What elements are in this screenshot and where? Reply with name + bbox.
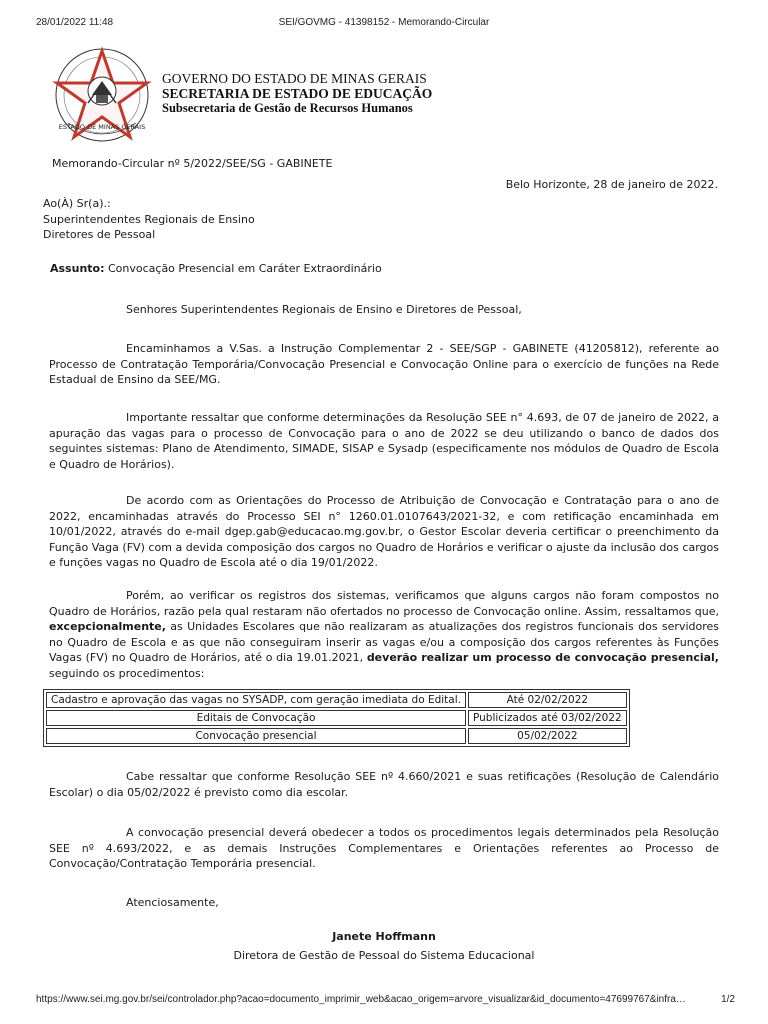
letterhead (162, 72, 432, 116)
print-url: https://www.sei.mg.gov.br/sei/controlador.php?acao=documento_imprimir_web&acao_origem=arvore_visualizar&id_documento=47699767&infra… (36, 994, 686, 1005)
paragraph-3-text: De acordo com as Orientações do Processo de Atribuição de Convocação e Contratação para o ano de 2022, encaminhadas através do Processo SEI n° 1260.01.0107643/2021-32, e com retificação encaminhada em 10/01/2022, através do e-mail dgep.gab@educacao.mg.gov.br, o Gestor Escolar deveria certificar o preenchimento da Função Vaga (FV) com a devida composição dos cargos no Quadro de Horários e verificar o ajuste da inclusão dos cargos e funções vagas no Quadro de Escola até o dia 19/01/2022. (49, 494, 719, 569)
secretariat-name: SECRETARIA DE ESTADO DE EDUCAÇÃO (162, 85, 433, 101)
schedule-table (43, 689, 630, 747)
print-footer (0, 994, 768, 1008)
paragraph-4 (49, 588, 719, 681)
place-date: Belo Horizonte, 28 de janeiro de 2022. (505, 178, 718, 191)
schedule-step: Convocação presencial (46, 728, 466, 744)
closing: Atenciosamente, (126, 896, 219, 909)
print-title: SEI/GOVMG - 41398152 - Memorando-Circular (278, 17, 490, 28)
paragraph-4-text-a: Porém, ao verificar os registros dos sistemas, verificamos que alguns cargos não foram compostos no Quadro de Horários, razão pela qual restaram não ofertados no processo de Convocação online. Assim, ressaltamos que, (49, 589, 719, 618)
table-row (46, 692, 627, 708)
memo-identifier: Memorando-Circular nº 5/2022/SEE/SG - GABINETE (52, 157, 333, 170)
page-number: 1/2 (721, 994, 735, 1005)
addressee-salutation: Ao(À) Sr(a).: (43, 197, 111, 210)
paragraph-1 (49, 341, 719, 388)
schedule-date: Publicizados até 03/02/2022 (468, 710, 627, 726)
table-row (46, 728, 627, 744)
signatory-role: Diretora de Gestão de Pessoal do Sistema Educacional (233, 949, 535, 962)
paragraph-5 (49, 769, 719, 800)
subsecretariat-name: Subsecretaria de Gestão de Recursos Humanos (162, 101, 413, 115)
schedule-step: Cadastro e aprovação das vagas no SYSADP, com geração imediata do Edital. (46, 692, 466, 708)
seal-text: ESTADO DE MINAS GERAIS (58, 123, 146, 131)
subject-label: Assunto: (50, 262, 105, 275)
paragraph-3 (49, 493, 719, 571)
subject-text: Convocação Presencial em Caráter Extraordinário (107, 262, 382, 275)
paragraph-2 (49, 410, 719, 472)
paragraph-4-emphasis-2: deverão realizar um processo de convocação presencial, (366, 651, 719, 664)
signatory-name: Janete Hoffmann (332, 930, 436, 943)
schedule-step: Editais de Convocação (46, 710, 466, 726)
government-name: GOVERNO DO ESTADO DE MINAS GERAIS (162, 71, 427, 86)
addressee-recipient-2: Diretores de Pessoal (43, 228, 156, 241)
paragraph-5-text: Cabe ressaltar que conforme Resolução SEE nº 4.660/2021 e suas retificações (Resolução de Calendário Escolar) o dia 05/02/2022 é previsto como dia escolar. (49, 770, 719, 799)
paragraph-4-text-c: as Unidades Escolares que não realizaram as atualizações dos registros funcionais dos servidores no Quadro de Escola e as que não conseguiram inserir as vagas e/ou a composição dos cargos referentes às Funções Vagas (FV) no Quadro de Horários, até o dia 19.01.2021, (49, 620, 719, 664)
print-datetime: 28/01/2022 11:48 (36, 17, 114, 28)
schedule-date: 05/02/2022 (468, 728, 627, 744)
addressee-block (43, 196, 255, 243)
table-row (46, 710, 627, 726)
paragraph-1-text: Encaminhamos a V.Sas. a Instrução Complementar 2 - SEE/SGP - GABINETE (41205812), referente ao Processo de Contratação Temporária/Convocação Presencial e Convocação Online para o exercício de funções na Rede Estadual de Ensino da SEE/MG. (49, 342, 719, 386)
coat-of-arms-logo (48, 45, 156, 149)
paragraph-6 (49, 825, 719, 872)
schedule-date: Até 02/02/2022 (468, 692, 627, 708)
print-header (0, 17, 768, 31)
paragraph-4-text-e: seguindo os procedimentos: (49, 666, 205, 680)
subject-line (50, 261, 382, 277)
greeting: Senhores Superintendentes Regionais de Ensino e Diretores de Pessoal, (126, 303, 522, 316)
paragraph-4-emphasis-1: excepcionalmente, (49, 620, 166, 633)
addressee-recipient-1: Superintendentes Regionais de Ensino (43, 212, 255, 226)
paragraph-6-text: A convocação presencial deverá obedecer a todos os procedimentos legais determinados pela Resolução SEE nº 4.693/2022, e as demais Instruções Complementares e Orientações referentes ao Processo de Convocação/Contratação Temporária presencial. (49, 826, 719, 870)
paragraph-2-text: Importante ressaltar que conforme determinações da Resolução SEE n° 4.693, de 07 de janeiro de 2022, a apuração das vagas para o processo de Convocação para o ano de 2022 se deu utilizando o banco de dados dos seguintes sistemas: Plano de Atendimento, SIMADE, SISAP e Sysadp (especificamente nos módulos de Quadro de Escola e Quadro de Horários). (49, 411, 719, 471)
